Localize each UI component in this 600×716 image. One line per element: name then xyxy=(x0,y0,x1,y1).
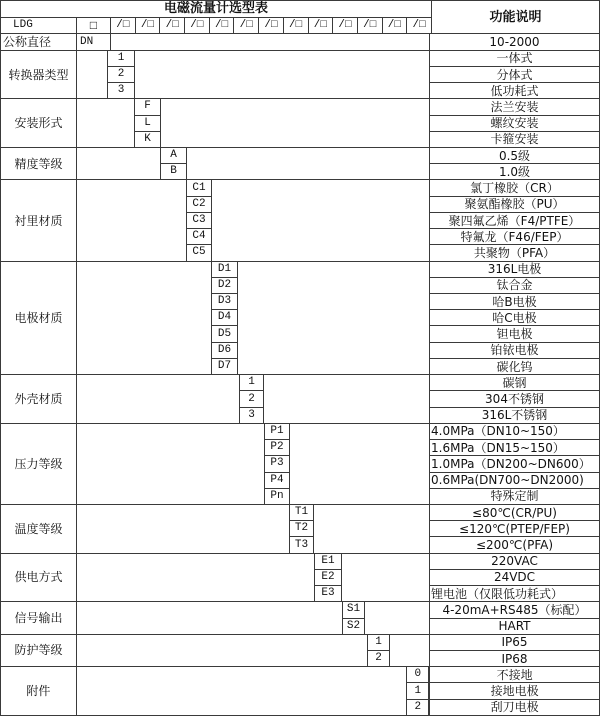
code-left-spacer xyxy=(77,505,290,553)
description-cell: 0.6MPa(DN700~DN2000) xyxy=(430,473,599,489)
code-cell: P1 xyxy=(265,424,289,440)
code-cell: 0 xyxy=(407,667,428,683)
category-label: 供电方式 xyxy=(1,554,77,602)
model-prefix: LDG xyxy=(1,18,77,34)
description-cell: 卡箍安装 xyxy=(490,132,539,147)
description-column xyxy=(429,554,599,602)
code-left-spacer xyxy=(77,262,212,375)
description-cell: 低功耗式 xyxy=(490,83,539,98)
model-slot-cell: /□ xyxy=(412,19,426,32)
code-column xyxy=(240,375,264,423)
section-精度等级 xyxy=(1,147,599,179)
category-label: 信号输出 xyxy=(1,602,77,633)
code-cell: C4 xyxy=(187,229,211,245)
code-right-spacer xyxy=(161,99,429,147)
code-cell: C2 xyxy=(187,197,211,213)
description-cell: 螺纹安装 xyxy=(430,116,599,132)
code-column xyxy=(77,34,111,49)
description-cell: 刮刀电极 xyxy=(490,700,539,715)
description-cell: 分体式 xyxy=(430,67,599,83)
model-slot-cell: /□ xyxy=(136,18,161,34)
description-cell: ≤80℃(CR/PU) xyxy=(430,505,599,521)
section-压力等级 xyxy=(1,423,599,504)
code-right-spacer xyxy=(390,635,429,666)
code-cell: K xyxy=(144,132,151,145)
description-column xyxy=(429,180,599,260)
description-column xyxy=(429,34,599,49)
code-left-spacer xyxy=(77,424,265,504)
model-slot-cell: /□ xyxy=(333,18,358,34)
code-left-spacer xyxy=(77,667,407,715)
description-column xyxy=(429,99,599,147)
code-cell: L xyxy=(135,116,160,132)
model-slot-cell: /□ xyxy=(284,18,309,34)
code-cell: P2 xyxy=(265,440,289,456)
code-cell: C3 xyxy=(187,213,211,229)
code-column xyxy=(290,505,314,553)
description-column xyxy=(429,667,599,715)
code-right-spacer xyxy=(238,262,429,375)
code-cell: D6 xyxy=(212,343,237,359)
section-电极材质 xyxy=(1,261,599,375)
code-column xyxy=(368,635,390,666)
code-cell: D4 xyxy=(212,310,237,326)
description-cell: 哈B电极 xyxy=(430,294,599,310)
code-right-spacer xyxy=(212,180,429,260)
code-cell: C1 xyxy=(187,180,211,196)
code-cell: D2 xyxy=(212,278,237,294)
description-cell: 1.6MPa（DN15~150） xyxy=(430,440,599,456)
code-cell: 2 xyxy=(375,652,382,665)
description-cell: 不接地 xyxy=(430,667,599,683)
code-cell: Pn xyxy=(270,489,284,502)
section-信号输出 xyxy=(1,601,599,633)
code-left-spacer xyxy=(77,635,368,666)
category-label: 安装形式 xyxy=(1,99,77,147)
section-公称直径 xyxy=(1,33,599,49)
model-slot-cell: /□ xyxy=(210,18,235,34)
description-cell: 钛合金 xyxy=(430,278,599,294)
code-cell: E2 xyxy=(315,570,341,586)
code-cell: D7 xyxy=(217,360,232,373)
description-cell: ≤200℃(PFA) xyxy=(475,538,554,553)
category-label: 衬里材质 xyxy=(1,180,77,260)
description-cell: 氯丁橡胶（CR） xyxy=(430,180,599,196)
code-right-spacer xyxy=(264,375,429,423)
code-cell: 1 xyxy=(108,51,134,67)
category-label: 公称直径 xyxy=(1,34,77,49)
code-left-spacer xyxy=(77,99,135,147)
description-cell: 共聚物（PFA） xyxy=(473,245,556,260)
code-column xyxy=(315,554,342,602)
code-cell: 2 xyxy=(108,67,134,83)
code-cell: 3 xyxy=(248,408,255,421)
code-cell: 1 xyxy=(407,683,428,699)
description-cell: 碳钢 xyxy=(430,375,599,391)
header-left xyxy=(1,1,431,33)
description-cell: 聚氨酯橡胶（PU） xyxy=(430,197,599,213)
description-cell: 1.0MPa（DN200~DN600） xyxy=(430,456,599,472)
description-cell: 锂电池（仅限低功耗式） xyxy=(431,586,564,601)
section-衬里材质 xyxy=(1,179,599,260)
code-left-spacer xyxy=(77,51,108,99)
code-cell: D1 xyxy=(212,262,237,278)
code-cell: P3 xyxy=(265,456,289,472)
description-cell: ≤120℃(PTEP/FEP) xyxy=(430,521,599,537)
category-label: 温度等级 xyxy=(1,505,77,553)
code-column xyxy=(135,99,161,147)
table-header-block xyxy=(1,1,599,33)
code-column xyxy=(343,602,365,633)
model-slot-cell: /□ xyxy=(234,18,259,34)
description-cell: 220VAC xyxy=(430,554,599,570)
description-column xyxy=(429,635,599,666)
description-cell: 0.5级 xyxy=(430,148,599,164)
description-cell: 哈C电极 xyxy=(430,310,599,326)
description-column xyxy=(429,375,599,423)
model-slot-cell: /□ xyxy=(111,18,136,34)
code-left-spacer xyxy=(77,375,240,423)
description-cell: 24VDC xyxy=(430,570,599,586)
description-column xyxy=(429,424,599,504)
code-cell: D3 xyxy=(212,294,237,310)
description-cell: 聚四氟乙烯（F4/PTFE） xyxy=(430,213,599,229)
table-body xyxy=(1,33,599,714)
description-cell: 304不锈钢 xyxy=(430,391,599,407)
code-right-spacer xyxy=(187,148,429,179)
code-right-spacer xyxy=(342,554,429,602)
code-cell: C5 xyxy=(192,246,206,259)
description-cell: 4.0MPa（DN10~150） xyxy=(430,424,599,440)
description-column xyxy=(429,505,599,553)
description-cell: 接地电极 xyxy=(430,683,599,699)
section-附件 xyxy=(1,666,599,715)
code-cell: E3 xyxy=(321,587,335,600)
description-cell: 钽电极 xyxy=(430,326,599,342)
section-供电方式 xyxy=(1,553,599,602)
code-column xyxy=(161,148,187,179)
model-slot-cell: /□ xyxy=(358,18,383,34)
section-温度等级 xyxy=(1,504,599,553)
code-right-spacer xyxy=(365,602,429,633)
description-cell: 碳化钨 xyxy=(496,359,533,374)
description-column xyxy=(429,51,599,99)
code-right-spacer xyxy=(111,34,429,49)
code-left-spacer xyxy=(77,554,315,602)
description-cell: 4-20mA+RS485（标配） xyxy=(430,602,599,618)
description-cell: 316L不锈钢 xyxy=(481,408,548,423)
category-label: 压力等级 xyxy=(1,424,77,504)
model-slot-cell: /□ xyxy=(309,18,334,34)
code-column xyxy=(108,51,135,99)
section-安装形式 xyxy=(1,98,599,147)
description-cell: IP65 xyxy=(430,635,599,651)
code-column xyxy=(212,262,238,375)
description-cell: HART xyxy=(498,619,531,634)
model-code-row xyxy=(1,18,431,34)
code-cell: 1 xyxy=(240,375,263,391)
code-column xyxy=(187,180,212,260)
model-slot-cell: /□ xyxy=(160,18,185,34)
code-left-spacer xyxy=(77,180,187,260)
category-label: 附件 xyxy=(1,667,77,715)
description-cell: 法兰安装 xyxy=(430,99,599,115)
description-cell: IP68 xyxy=(501,651,528,666)
code-cell: T2 xyxy=(290,521,313,537)
code-cell: 1 xyxy=(368,635,389,651)
category-label: 电极材质 xyxy=(1,262,77,375)
description-cell: 一体式 xyxy=(430,51,599,67)
code-right-spacer xyxy=(290,424,429,504)
code-left-spacer xyxy=(77,602,343,633)
description-cell: 10-2000 xyxy=(489,35,540,50)
code-cell: P4 xyxy=(265,473,289,489)
code-cell: 2 xyxy=(240,391,263,407)
description-column xyxy=(429,262,599,375)
code-cell: T3 xyxy=(294,538,309,551)
code-cell: S2 xyxy=(346,619,361,632)
code-cell: 3 xyxy=(117,84,125,97)
description-cell: 316L电极 xyxy=(430,262,599,278)
code-left-spacer xyxy=(77,148,161,179)
code-cell: 2 xyxy=(414,700,422,713)
code-right-spacer xyxy=(314,505,429,553)
model-slot-cell: /□ xyxy=(259,18,284,34)
section-防护等级 xyxy=(1,634,599,666)
code-cell: A xyxy=(161,148,186,164)
description-column xyxy=(429,602,599,633)
code-cell: S1 xyxy=(343,602,364,618)
category-label: 防护等级 xyxy=(1,635,77,666)
code-column xyxy=(407,667,429,715)
code-cell: D5 xyxy=(212,326,237,342)
section-外壳材质 xyxy=(1,374,599,423)
page-title: 电磁流量计选型表 xyxy=(1,1,431,18)
code-cell: B xyxy=(170,165,177,178)
code-column xyxy=(265,424,290,504)
description-cell: 特氟龙（F46/FEP） xyxy=(430,229,599,245)
model-slot-cell: /□ xyxy=(185,18,210,34)
code-cell: DN xyxy=(80,35,94,48)
description-column xyxy=(429,148,599,179)
category-label: 外壳材质 xyxy=(1,375,77,423)
model-slot-cell: /□ xyxy=(383,18,408,34)
function-description-header: 功能说明 xyxy=(431,1,599,33)
description-cell: 1.0级 xyxy=(498,164,531,179)
code-cell: T1 xyxy=(290,505,313,521)
code-cell: F xyxy=(135,99,160,115)
category-label: 精度等级 xyxy=(1,148,77,179)
description-cell: 特殊定制 xyxy=(490,489,539,504)
description-cell: 铂铱电极 xyxy=(430,343,599,359)
category-label: 转换器类型 xyxy=(1,51,77,99)
section-转换器类型 xyxy=(1,50,599,99)
code-right-spacer xyxy=(135,51,429,99)
model-box-cell: □ xyxy=(77,18,111,34)
code-cell: E1 xyxy=(315,554,341,570)
